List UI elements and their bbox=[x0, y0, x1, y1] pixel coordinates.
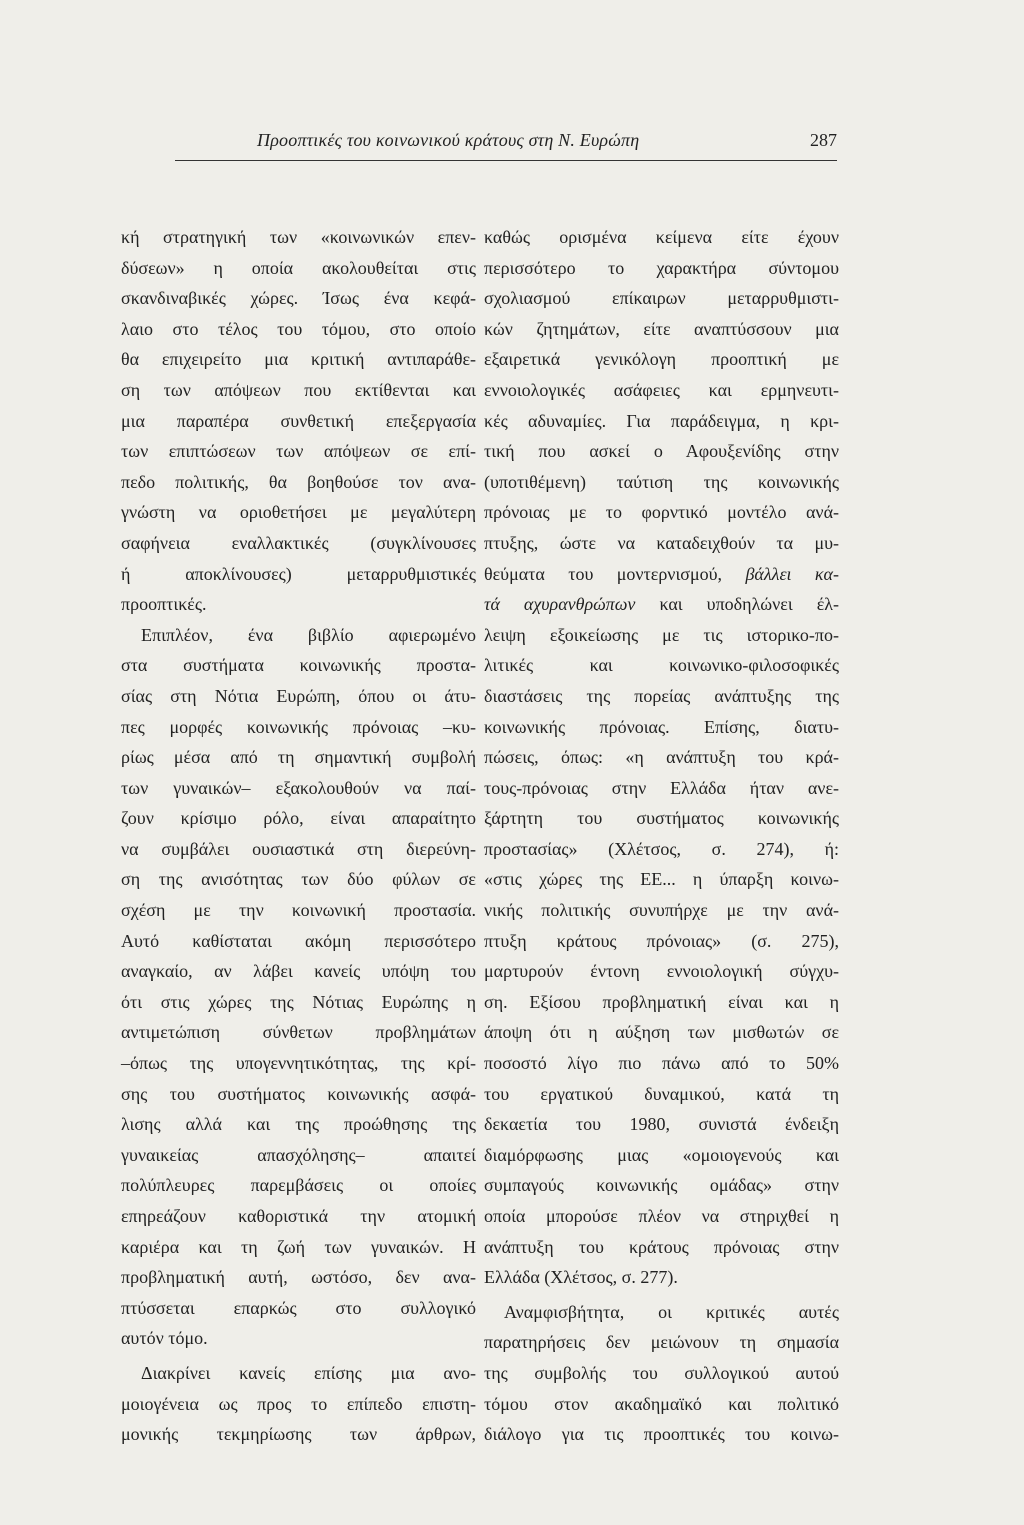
running-title: Προοπτικές του κοινωνικού κράτους στη Ν. Ευρώπη bbox=[257, 130, 640, 150]
text-line: σχολιασμού επίκαιρων μεταρρυθμιστι- bbox=[484, 288, 839, 309]
text-line: οποία μπορούσε πλέον να στηριχθεί η bbox=[484, 1206, 839, 1226]
text-line: Αναμφισβήτητα, οι κριτικές αυτές bbox=[504, 1301, 839, 1322]
text-line: Επιπλέον, ένα βιβλίο αφιερωμένο bbox=[141, 624, 476, 645]
text-line: μια παραπέρα συνθετική επεξεργασία bbox=[121, 410, 476, 431]
text-line: σίας στη Νότια Ευρώπη, όπου οι άτυ- bbox=[121, 685, 476, 706]
text-line: ανάπτυξη του κράτους πρόνοιας στην bbox=[484, 1236, 839, 1257]
text-line: ή αποκλίνουσες) μεταρρυθμιστικές bbox=[121, 563, 476, 584]
text-line: πολύπλευρες παρεμβάσεις οι οποίες bbox=[121, 1175, 476, 1196]
text-line: πρόνοιας με το φορντικό μοντέλο ανά- bbox=[484, 502, 839, 523]
text-line bbox=[484, 589, 839, 620]
text-line: ση της ανισότητας των δύο φύλων σε bbox=[121, 869, 476, 890]
text-line: θα επιχειρείτο μια κριτική αντιπαράθε- bbox=[121, 349, 476, 370]
text-line: γνώστη να οριοθετήσει με μεγαλύτερη bbox=[121, 502, 476, 523]
text-line: διαστάσεις της πορείας ανάπτυξης της bbox=[484, 685, 839, 706]
text-line: ξάρτητη του συστήματος κοινωνικής bbox=[484, 808, 839, 829]
text-line: μονικής τεκμηρίωσης των άρθρων, bbox=[121, 1424, 476, 1445]
text-line bbox=[484, 559, 839, 590]
text-line: Ελλάδα (Χλέτσος, σ. 277). bbox=[484, 1267, 678, 1288]
text-line: σκανδιναβικές χώρες. Ίσως ένα κεφά- bbox=[121, 288, 476, 309]
text-line: γυναικείας απασχόλησης– απαιτεί bbox=[121, 1144, 476, 1165]
text-line: κή στρατηγική των «κοινωνικών επεν- bbox=[121, 227, 476, 247]
text-line: του εργατικού δυναμικού, κατά τη bbox=[484, 1083, 839, 1104]
text-line: καθώς ορισμένα κείμενα είτε έχουν bbox=[484, 227, 839, 247]
text-line: σαφήνεια εναλλακτικές (συγκλίνουσες bbox=[121, 532, 476, 553]
text-line: σχέση με την κοινωνική προστασία. bbox=[121, 900, 476, 921]
text-line: παρατηρήσεις δεν μειώνουν τη σημασία bbox=[484, 1332, 839, 1353]
text-line: προβληματική αυτή, ωστόσο, δεν ανα- bbox=[121, 1267, 476, 1288]
text-line: των γυναικών– εξακολουθούν να παί- bbox=[121, 777, 476, 798]
page-header bbox=[175, 130, 837, 161]
text-line: στα συστήματα κοινωνικής προστα- bbox=[121, 655, 476, 676]
text-line: καριέρα και τη ζωή των γυναικών. Η bbox=[121, 1236, 476, 1257]
text-line: διάλογο για τις προοπτικές του κοινω- bbox=[484, 1424, 839, 1445]
left-column bbox=[121, 222, 476, 1450]
text-line: δύσεων» η οποία ακολουθείται στις bbox=[121, 257, 476, 278]
text-line: εξαιρετικά γενικόλογη προοπτική με bbox=[484, 349, 839, 370]
text-line: ότι στις χώρες της Νότιας Ευρώπης η bbox=[121, 991, 476, 1012]
text-line: (υποτιθέμενη) ταύτιση της κοινωνικής bbox=[484, 471, 839, 492]
page-number: 287 bbox=[810, 130, 837, 150]
text-line: κών ζητημάτων, είτε αναπτύσσουν μια bbox=[484, 318, 839, 339]
text-line: «στις χώρες της ΕΕ... η ύπαρξη κοινω- bbox=[484, 869, 839, 890]
text-line: ζουν κρίσιμο ρόλο, είναι απαραίτητο bbox=[121, 808, 476, 829]
text-line: προστασίας» (Χλέτσος, σ. 274), ή: bbox=[484, 838, 839, 859]
text-line: λιτικές και κοινωνικο-φιλοσοφικές bbox=[484, 655, 839, 676]
text-line: πες μορφές κοινωνικής πρόνοιας –κυ- bbox=[121, 716, 476, 737]
text-line: συμπαγούς κοινωνικής ομάδας» στην bbox=[484, 1175, 839, 1196]
text-line: πτύσσεται επαρκώς στο συλλογικό bbox=[121, 1297, 476, 1318]
text-line: Αυτό καθίσταται ακόμη περισσότερο bbox=[121, 930, 476, 951]
text-line: τική που ασκεί ο Αφουξενίδης στην bbox=[484, 441, 839, 462]
text-line: ποσοστό λίγο πιο πάνω από το 50% bbox=[484, 1053, 839, 1074]
text-line: επηρεάζουν καθοριστικά την ατομική bbox=[121, 1206, 476, 1226]
text-line: –όπως της υπογεννητικότητας, της κρί- bbox=[121, 1053, 476, 1074]
text-line: πεδο πολιτικής, θα βοηθούσε τον ανα- bbox=[121, 471, 476, 492]
text-line: ρίως μέσα από τη σημαντική συμβολή bbox=[121, 747, 476, 768]
text-line: τους-πρόνοιας στην Ελλάδα ήταν ανε- bbox=[484, 777, 839, 798]
text-line: αυτόν τόμο. bbox=[121, 1328, 208, 1349]
text-line: προοπτικές. bbox=[121, 594, 207, 615]
text-line: λειψη εξοικείωσης με τις ιστορικο-πο- bbox=[484, 624, 839, 645]
text-line: ση των απόψεων που εκτίθενται και bbox=[121, 379, 476, 400]
text-line: μαρτυρούν έντονη εννοιολογική σύγχυ- bbox=[484, 961, 839, 982]
text-line: αναγκαίο, αν λάβει κανείς υπόψη του bbox=[121, 961, 476, 982]
text-line: εννοιολογικές ασάφειες και ερμηνευτι- bbox=[484, 379, 839, 400]
emphasis-text: βάλλει κα- bbox=[745, 563, 839, 584]
text-fragment: και υποδηλώνει έλ- bbox=[635, 594, 839, 615]
text-line: άποψη ότι η αύξηση των μισθωτών σε bbox=[484, 1022, 839, 1043]
text-line: των επιπτώσεων των απόψεων σε επί- bbox=[121, 441, 476, 462]
text-line: σης του συστήματος κοινωνικής ασφά- bbox=[121, 1083, 476, 1104]
text-line: διαμόρφωσης μιας «ομοιογενούς και bbox=[484, 1144, 839, 1165]
right-column bbox=[484, 222, 839, 1450]
text-line: τόμου στον ακαδημαϊκό και πολιτικό bbox=[484, 1393, 839, 1414]
text-line: λαιο στο τέλος του τόμου, στο οποίο bbox=[121, 318, 476, 339]
text-line: πτυξης, ώστε να καταδειχθούν τα μυ- bbox=[484, 532, 839, 553]
text-line: πώσεις, όπως: «η ανάπτυξη του κρά- bbox=[484, 747, 839, 768]
text-line: περισσότερο το χαρακτήρα σύντομου bbox=[484, 257, 839, 278]
text-line: κοινωνικής πρόνοιας. Επίσης, διατυ- bbox=[484, 716, 839, 737]
text-line: κές αδυναμίες. Για παράδειγμα, η κρι- bbox=[484, 410, 839, 431]
text-line: δεκαετία του 1980, συνιστά ένδειξη bbox=[484, 1114, 839, 1135]
text-line: να συμβάλει ουσιαστικά στη διερεύνη- bbox=[121, 838, 476, 859]
text-line: της συμβολής του συλλογικού αυτού bbox=[484, 1362, 839, 1383]
emphasis-text: τά αχυρανθρώπων bbox=[484, 594, 636, 615]
text-line: μοιογένεια ως προς το επίπεδο επιστη- bbox=[121, 1393, 476, 1414]
text-line: Διακρίνει κανείς επίσης μια ανο- bbox=[141, 1362, 476, 1383]
text-line: αντιμετώπιση σύνθετων προβλημάτων bbox=[121, 1022, 476, 1043]
text-line: νικής πολιτικής συνυπήρχε με την ανά- bbox=[484, 900, 839, 921]
text-line: πτυξη κράτους πρόνοιας» (σ. 275), bbox=[484, 930, 839, 951]
text-line: λισης αλλά και της προώθησης της bbox=[121, 1114, 476, 1135]
text-fragment: θεύματα του μοντερνισμού, bbox=[484, 563, 746, 584]
text-line: ση. Εξίσου προβληματική είναι και η bbox=[484, 991, 839, 1012]
